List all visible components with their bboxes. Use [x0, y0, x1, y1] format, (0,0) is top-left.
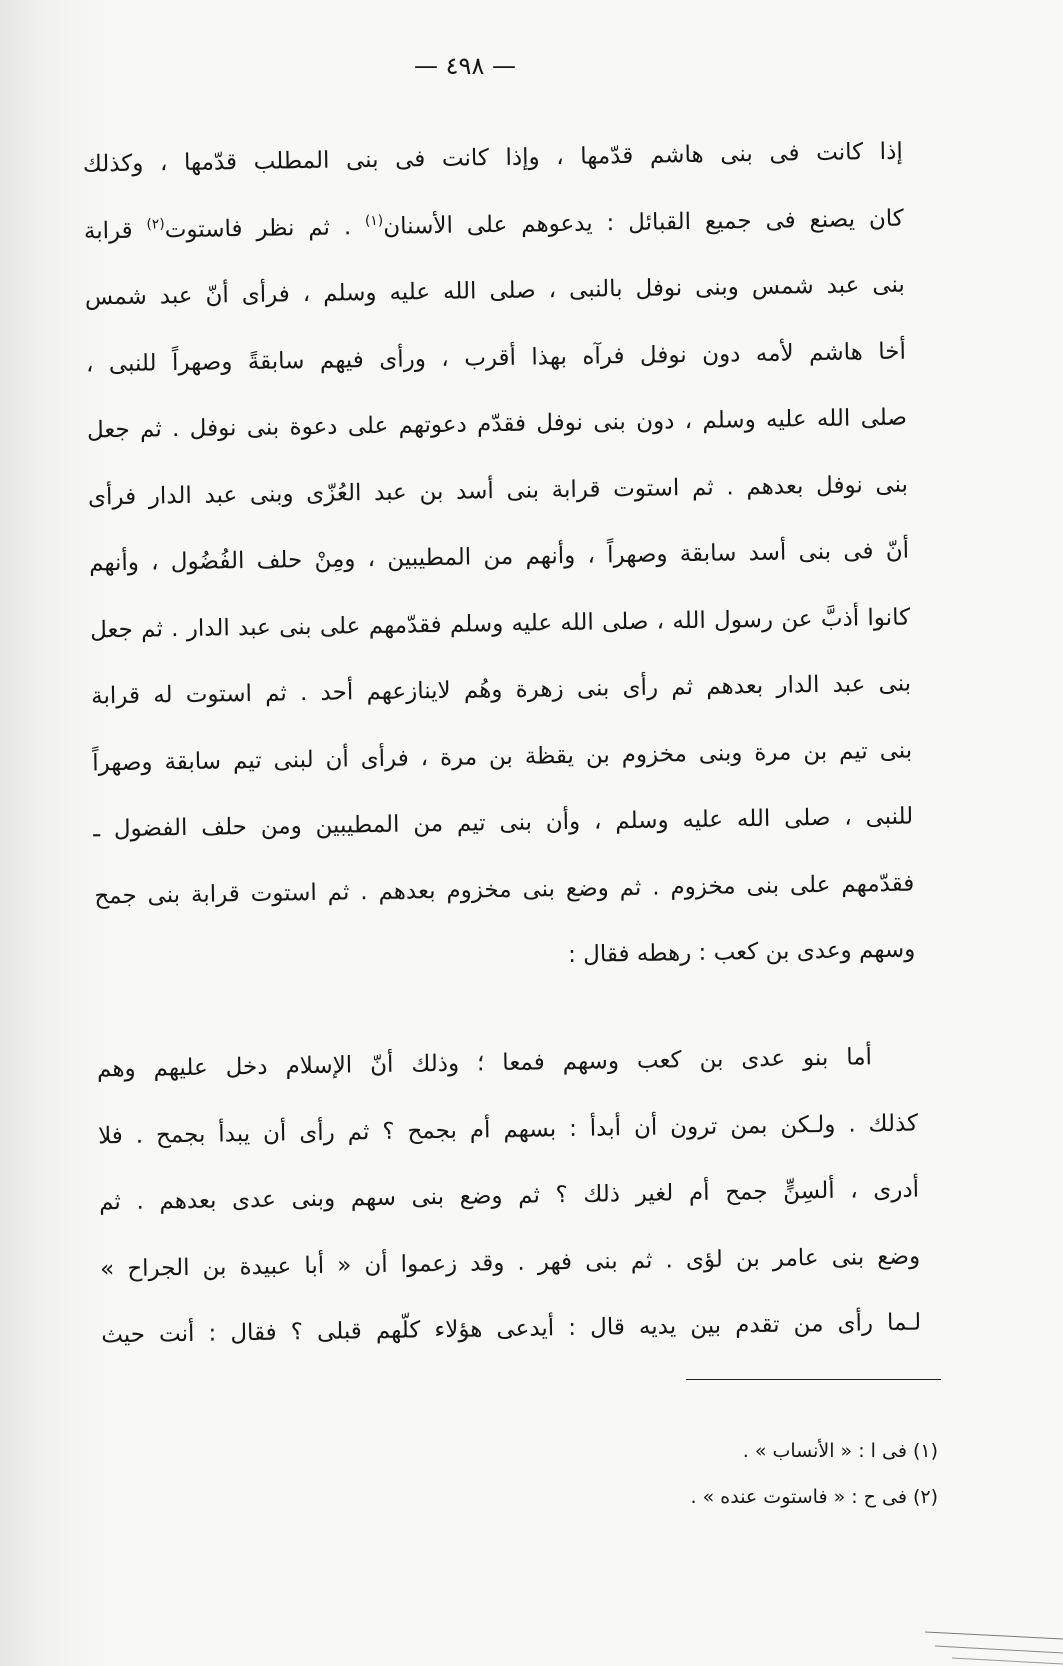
footnote: (١) فى ا : « الأنساب » .: [742, 1440, 938, 1462]
text-line: لـما رأى من تقدم بين يديه قال : أيدعى هؤلاء كلّهم قبلى ؟ فقال : أنت حيث: [101, 1309, 922, 1349]
text-line: بنى نوفل بعدهم . ثم استوت قرابة بنى أسد بن عبد العُزّى وبنى عبد الدار فرأى: [87, 471, 909, 510]
text-line: أنّ فى بنى أسد سابقة وصهراً ، وأنهم من المطيبين ، ومِنْ حلف الفُضُول ، وأنهم: [88, 537, 910, 577]
footnote-ref: (١): [364, 212, 384, 229]
text-line: أدرى ، ألسِنٍّ جمح أم لغير ذلك ؟ ثم وضع بنى سهم وبنى عدى بعدهم . ثم: [98, 1176, 920, 1216]
paragraph: [97, 1024, 922, 1369]
main-text: [82, 119, 921, 1372]
text-line: للنبى ، صلى الله عليه وسلم ، وأن بنى تيم من المطيبين ومن حلف الفضول ـ: [93, 803, 914, 843]
text-line: كانوا أذبَّ عن رسول الله ، صلى الله عليه وسلم فقدّمهم على بنى عبد الدار . ثم جعل: [89, 604, 911, 643]
text-line: أما بنو عدى بن كعب وسهم فمعا ؛ وذلك أنّ الإسلام دخل عليهم وهم: [96, 1044, 873, 1083]
footnote: (٢) فى ح : « فاستوت عنده » .: [690, 1486, 938, 1508]
footnotes: [538, 1428, 938, 1520]
text-line: صلى الله عليه وسلم ، دون بنى نوفل فقدّم دعوتهم على دعوة بنى نوفل . ثم جعل: [86, 404, 908, 444]
text-line: كذلك . ولـكن بمن ترون أن أبدأ : بسهم أم بجمح ؟ ثم رأى أن يبدأ بجمح . فلا: [97, 1110, 919, 1149]
text-line: فقدّمهم على بنى مخزوم . ثم وضع بنى مخزوم بعدهم . ثم استوت قرابة بنى جمح: [94, 870, 915, 909]
text-line: بنى عبد الدار بعدهم ثم رأى بنى زهرة وهُم لاينازعهم أحد . ثم استوت له قرابة: [90, 670, 912, 710]
text-line: بنى تيم بن مرة وبنى مخزوم بن يقظة بن مرة ، فرأى أن لبنى تيم سابقة وصهراً: [92, 737, 913, 776]
paragraph: [82, 119, 915, 996]
text-line: إذا كانت فى بنى هاشم قدّمها ، وإذا كانت فى بنى المطلب قدّمها ، وكذلك: [82, 138, 903, 178]
text-segment: كان يصنع فى جميع القبائل : يدعوهم على الأسنان: [383, 205, 904, 240]
footnote-rule: [686, 1379, 941, 1380]
text-segment: . ثم نظر فاستوت: [164, 213, 366, 243]
text-segment: قرابة: [83, 217, 147, 245]
text-line: وضع بنى عامر بن لؤى . ثم بنى فهر . وقد زعموا أن « أبا عبيدة بن الجراح »: [99, 1242, 921, 1282]
text-line: بنى عبد شمس وبنى نوفل بالنبى ، صلى الله عليه وسلم ، فرأى أنّ عبد شمس: [84, 271, 906, 311]
page-number: — ٤٩٨ —: [414, 52, 516, 80]
footnote-ref: (٢): [146, 215, 165, 233]
page-edge-lines: [900, 1620, 1063, 1666]
text-line: أخا هاشم لأمه دون نوفل فرآه بهذا أقرب ، ورأى فيهم سابقةً وصهراً للنبى ،: [85, 338, 907, 377]
text-line: وسهم وعدى بن كعب : رهطه فقال :: [567, 936, 916, 968]
